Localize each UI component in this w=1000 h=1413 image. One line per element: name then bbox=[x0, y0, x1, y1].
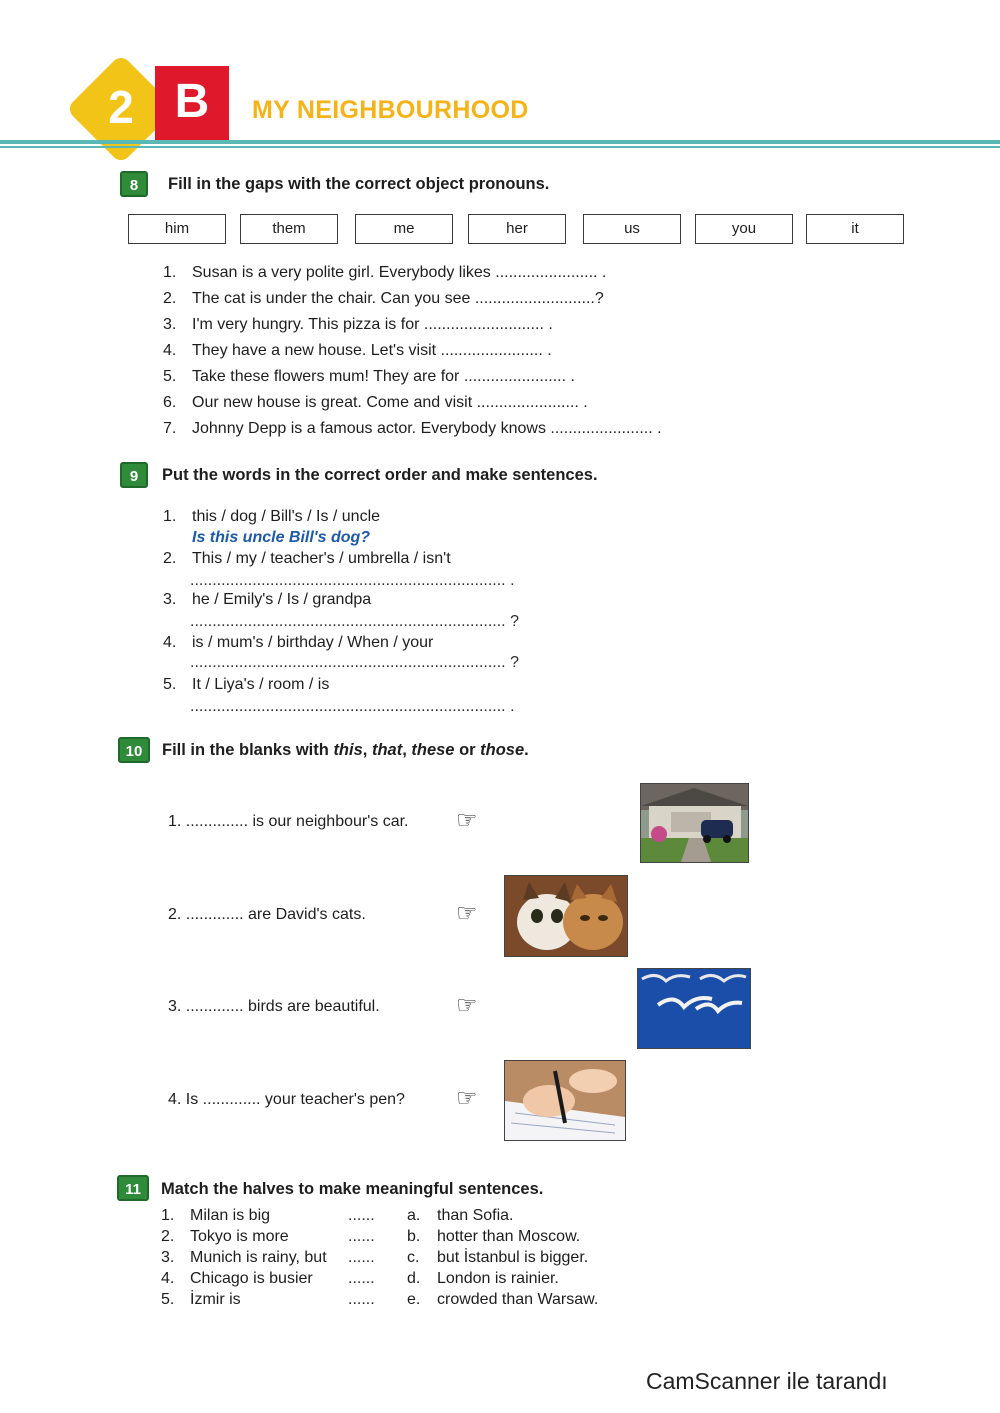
match-letter: c. bbox=[407, 1249, 420, 1266]
exercise-10-badge: 10 bbox=[118, 737, 150, 763]
word-box: her bbox=[468, 214, 566, 244]
exercise-8-item: The cat is under the chair. Can you see ...........................? bbox=[192, 290, 604, 307]
item-number: 2. bbox=[161, 1228, 175, 1245]
exercise-9-item: he / Emily's / Is / grandpa bbox=[192, 591, 372, 608]
match-blank: ...... bbox=[348, 1228, 375, 1245]
exercise-10-item: 3. ............. birds are beautiful. bbox=[168, 998, 380, 1015]
item-number: 1. bbox=[163, 508, 177, 525]
cats-photo bbox=[504, 875, 628, 957]
match-right-item: but İstanbul is bigger. bbox=[437, 1249, 589, 1266]
birds-photo bbox=[637, 968, 751, 1049]
match-letter: d. bbox=[407, 1270, 421, 1287]
pointing-hand-icon: ☞ bbox=[456, 992, 478, 1019]
exercise-10-title: Fill in the blanks with this, that, these or those. bbox=[162, 741, 529, 759]
match-blank: ...... bbox=[348, 1291, 375, 1308]
exercise-11-badge: 11 bbox=[117, 1175, 149, 1201]
match-right-item: hotter than Moscow. bbox=[437, 1228, 581, 1245]
item-number: 7. bbox=[163, 420, 177, 437]
exercise-8-badge: 8 bbox=[120, 171, 148, 197]
pen-photo bbox=[504, 1060, 626, 1141]
word-box: me bbox=[355, 214, 453, 244]
exercise-8-item: Susan is a very polite girl. Everybody likes ....................... . bbox=[192, 264, 607, 281]
match-letter: e. bbox=[407, 1291, 421, 1308]
exercise-8-title: Fill in the gaps with the correct object pronouns. bbox=[168, 175, 550, 193]
word-box: us bbox=[583, 214, 681, 244]
match-letter: b. bbox=[407, 1228, 421, 1245]
match-blank: ...... bbox=[348, 1249, 375, 1266]
pointing-hand-icon: ☞ bbox=[456, 1085, 478, 1112]
item-number: 5. bbox=[163, 676, 177, 693]
exercise-9-badge: 9 bbox=[120, 462, 148, 488]
match-left-item: Chicago is busier bbox=[190, 1270, 313, 1287]
exercise-9-title: Put the words in the correct order and make sentences. bbox=[162, 466, 598, 484]
item-number: 4. bbox=[163, 342, 177, 359]
match-left-item: Tokyo is more bbox=[190, 1228, 289, 1245]
pointing-hand-icon: ☞ bbox=[456, 900, 478, 927]
exercise-8-item: Take these flowers mum! They are for ....................... . bbox=[192, 368, 575, 385]
scanner-watermark: CamScanner ile tarandı bbox=[646, 1368, 888, 1394]
item-number: 5. bbox=[163, 368, 177, 385]
header-rule bbox=[0, 140, 1000, 144]
header-rule-thin bbox=[0, 146, 1000, 148]
word-box: you bbox=[695, 214, 793, 244]
exercise-11-title: Match the halves to make meaningful sentences. bbox=[161, 1180, 544, 1198]
unit-letter: B bbox=[155, 66, 229, 140]
exercise-8-item: I'm very hungry. This pizza is for ........................... . bbox=[192, 316, 553, 333]
exercise-9-item: is / mum's / birthday / When / your bbox=[192, 634, 434, 651]
exercise-8-item: Johnny Depp is a famous actor. Everybody knows ....................... . bbox=[192, 420, 662, 437]
word-box: it bbox=[806, 214, 904, 244]
car-photo bbox=[640, 783, 749, 863]
match-right-item: than Sofia. bbox=[437, 1207, 514, 1224]
item-number: 5. bbox=[161, 1291, 175, 1308]
word-box: them bbox=[240, 214, 338, 244]
item-number: 4. bbox=[161, 1270, 175, 1287]
item-number: 2. bbox=[163, 290, 177, 307]
item-number: 3. bbox=[163, 591, 177, 608]
pointing-hand-icon: ☞ bbox=[456, 807, 478, 834]
page-title: MY NEIGHBOURHOOD bbox=[252, 96, 529, 124]
match-left-item: Munich is rainy, but bbox=[190, 1249, 327, 1266]
item-number: 3. bbox=[163, 316, 177, 333]
item-number: 3. bbox=[161, 1249, 175, 1266]
exercise-9-item: This / my / teacher's / umbrella / isn't bbox=[192, 550, 451, 567]
match-left-item: İzmir is bbox=[190, 1291, 241, 1308]
exercise-10-item: 4. Is ............. your teacher's pen? bbox=[168, 1091, 405, 1108]
item-number: 1. bbox=[163, 264, 177, 281]
example-answer: Is this uncle Bill's dog? bbox=[192, 529, 371, 546]
match-right-item: crowded than Warsaw. bbox=[437, 1291, 599, 1308]
answer-line: ....................................................................... ? bbox=[190, 613, 519, 630]
item-number: 2. bbox=[163, 550, 177, 567]
match-right-item: London is rainier. bbox=[437, 1270, 559, 1287]
match-letter: a. bbox=[407, 1207, 421, 1224]
item-number: 6. bbox=[163, 394, 177, 411]
answer-line: ....................................................................... . bbox=[190, 698, 515, 715]
answer-line: ....................................................................... ? bbox=[190, 654, 519, 671]
item-number: 1. bbox=[161, 1207, 175, 1224]
exercise-9-item: this / dog / Bill's / Is / uncle bbox=[192, 508, 381, 525]
answer-line: ....................................................................... . bbox=[190, 572, 515, 589]
item-number: 4. bbox=[163, 634, 177, 651]
exercise-8-item: They have a new house. Let's visit ....................... . bbox=[192, 342, 552, 359]
match-left-item: Milan is big bbox=[190, 1207, 271, 1224]
word-box: him bbox=[128, 214, 226, 244]
exercise-9-item: It / Liya's / room / is bbox=[192, 676, 330, 693]
match-blank: ...... bbox=[348, 1207, 375, 1224]
unit-number: 2 bbox=[108, 81, 134, 133]
exercise-8-item: Our new house is great. Come and visit ....................... . bbox=[192, 394, 588, 411]
exercise-10-item: 1. .............. is our neighbour's car. bbox=[168, 813, 409, 830]
exercise-10-item: 2. ............. are David's cats. bbox=[168, 906, 366, 923]
match-blank: ...... bbox=[348, 1270, 375, 1287]
